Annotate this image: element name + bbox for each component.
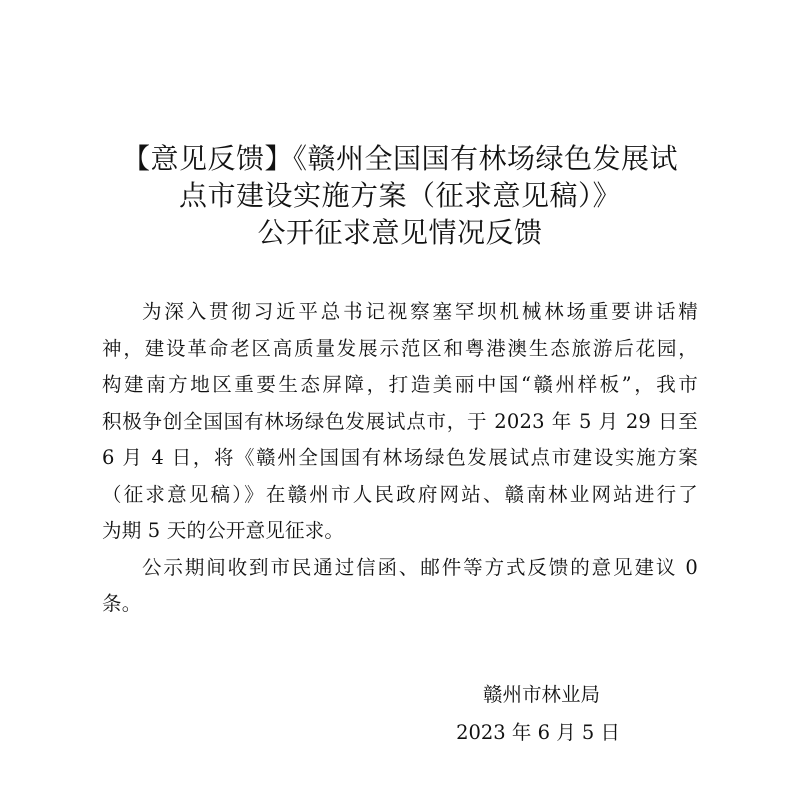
title-line-3: 公开征求意见情况反馈 [257, 216, 543, 249]
signature-block [456, 676, 620, 752]
paragraph-1-line-4: 积极争创全国国有林场绿色发展试点市，于 2023 年 5 月 29 日至 [102, 409, 698, 433]
document-title [60, 140, 740, 251]
paragraph-1-line-3: 构建南方地区重要生态屏障，打造美丽中国“赣州样板”，我市 [102, 373, 698, 396]
paragraph-2-line-1: 公示期间收到市民通过信函、邮件等方式反馈的意见建议 0 [142, 555, 698, 579]
document-body [102, 294, 698, 623]
signature-date: 2023 年 6 月 5 日 [456, 721, 620, 744]
title-line-2: 点市建设实施方案（征求意见稿）》 [178, 179, 621, 212]
paragraph-1-line-7: 为期 5 天的公开意见征求。 [102, 519, 345, 542]
paragraph-1-line-2: 神，建设革命老区高质量发展示范区和粤港澳生态旅游后花园， [102, 336, 698, 360]
paragraph-1 [102, 294, 698, 550]
paragraph-1-line-1: 为深入贯彻习近平总书记视察塞罕坝机械林场重要讲话精 [142, 300, 698, 323]
title-line-1: 【意见反馈】《赣州全国国有林场绿色发展试 [121, 142, 678, 175]
paragraph-1-line-6: （征求意见稿）》在赣州市人民政府网站、赣南林业网站进行了 [102, 482, 698, 506]
paragraph-2 [102, 550, 698, 623]
paragraph-1-line-5: 6 月 4 日，将《赣州全国国有林场绿色发展试点市建设实施方案 [102, 446, 698, 469]
paragraph-2-line-2: 条。 [102, 592, 142, 615]
signature-organization: 赣州市林业局 [482, 683, 600, 706]
